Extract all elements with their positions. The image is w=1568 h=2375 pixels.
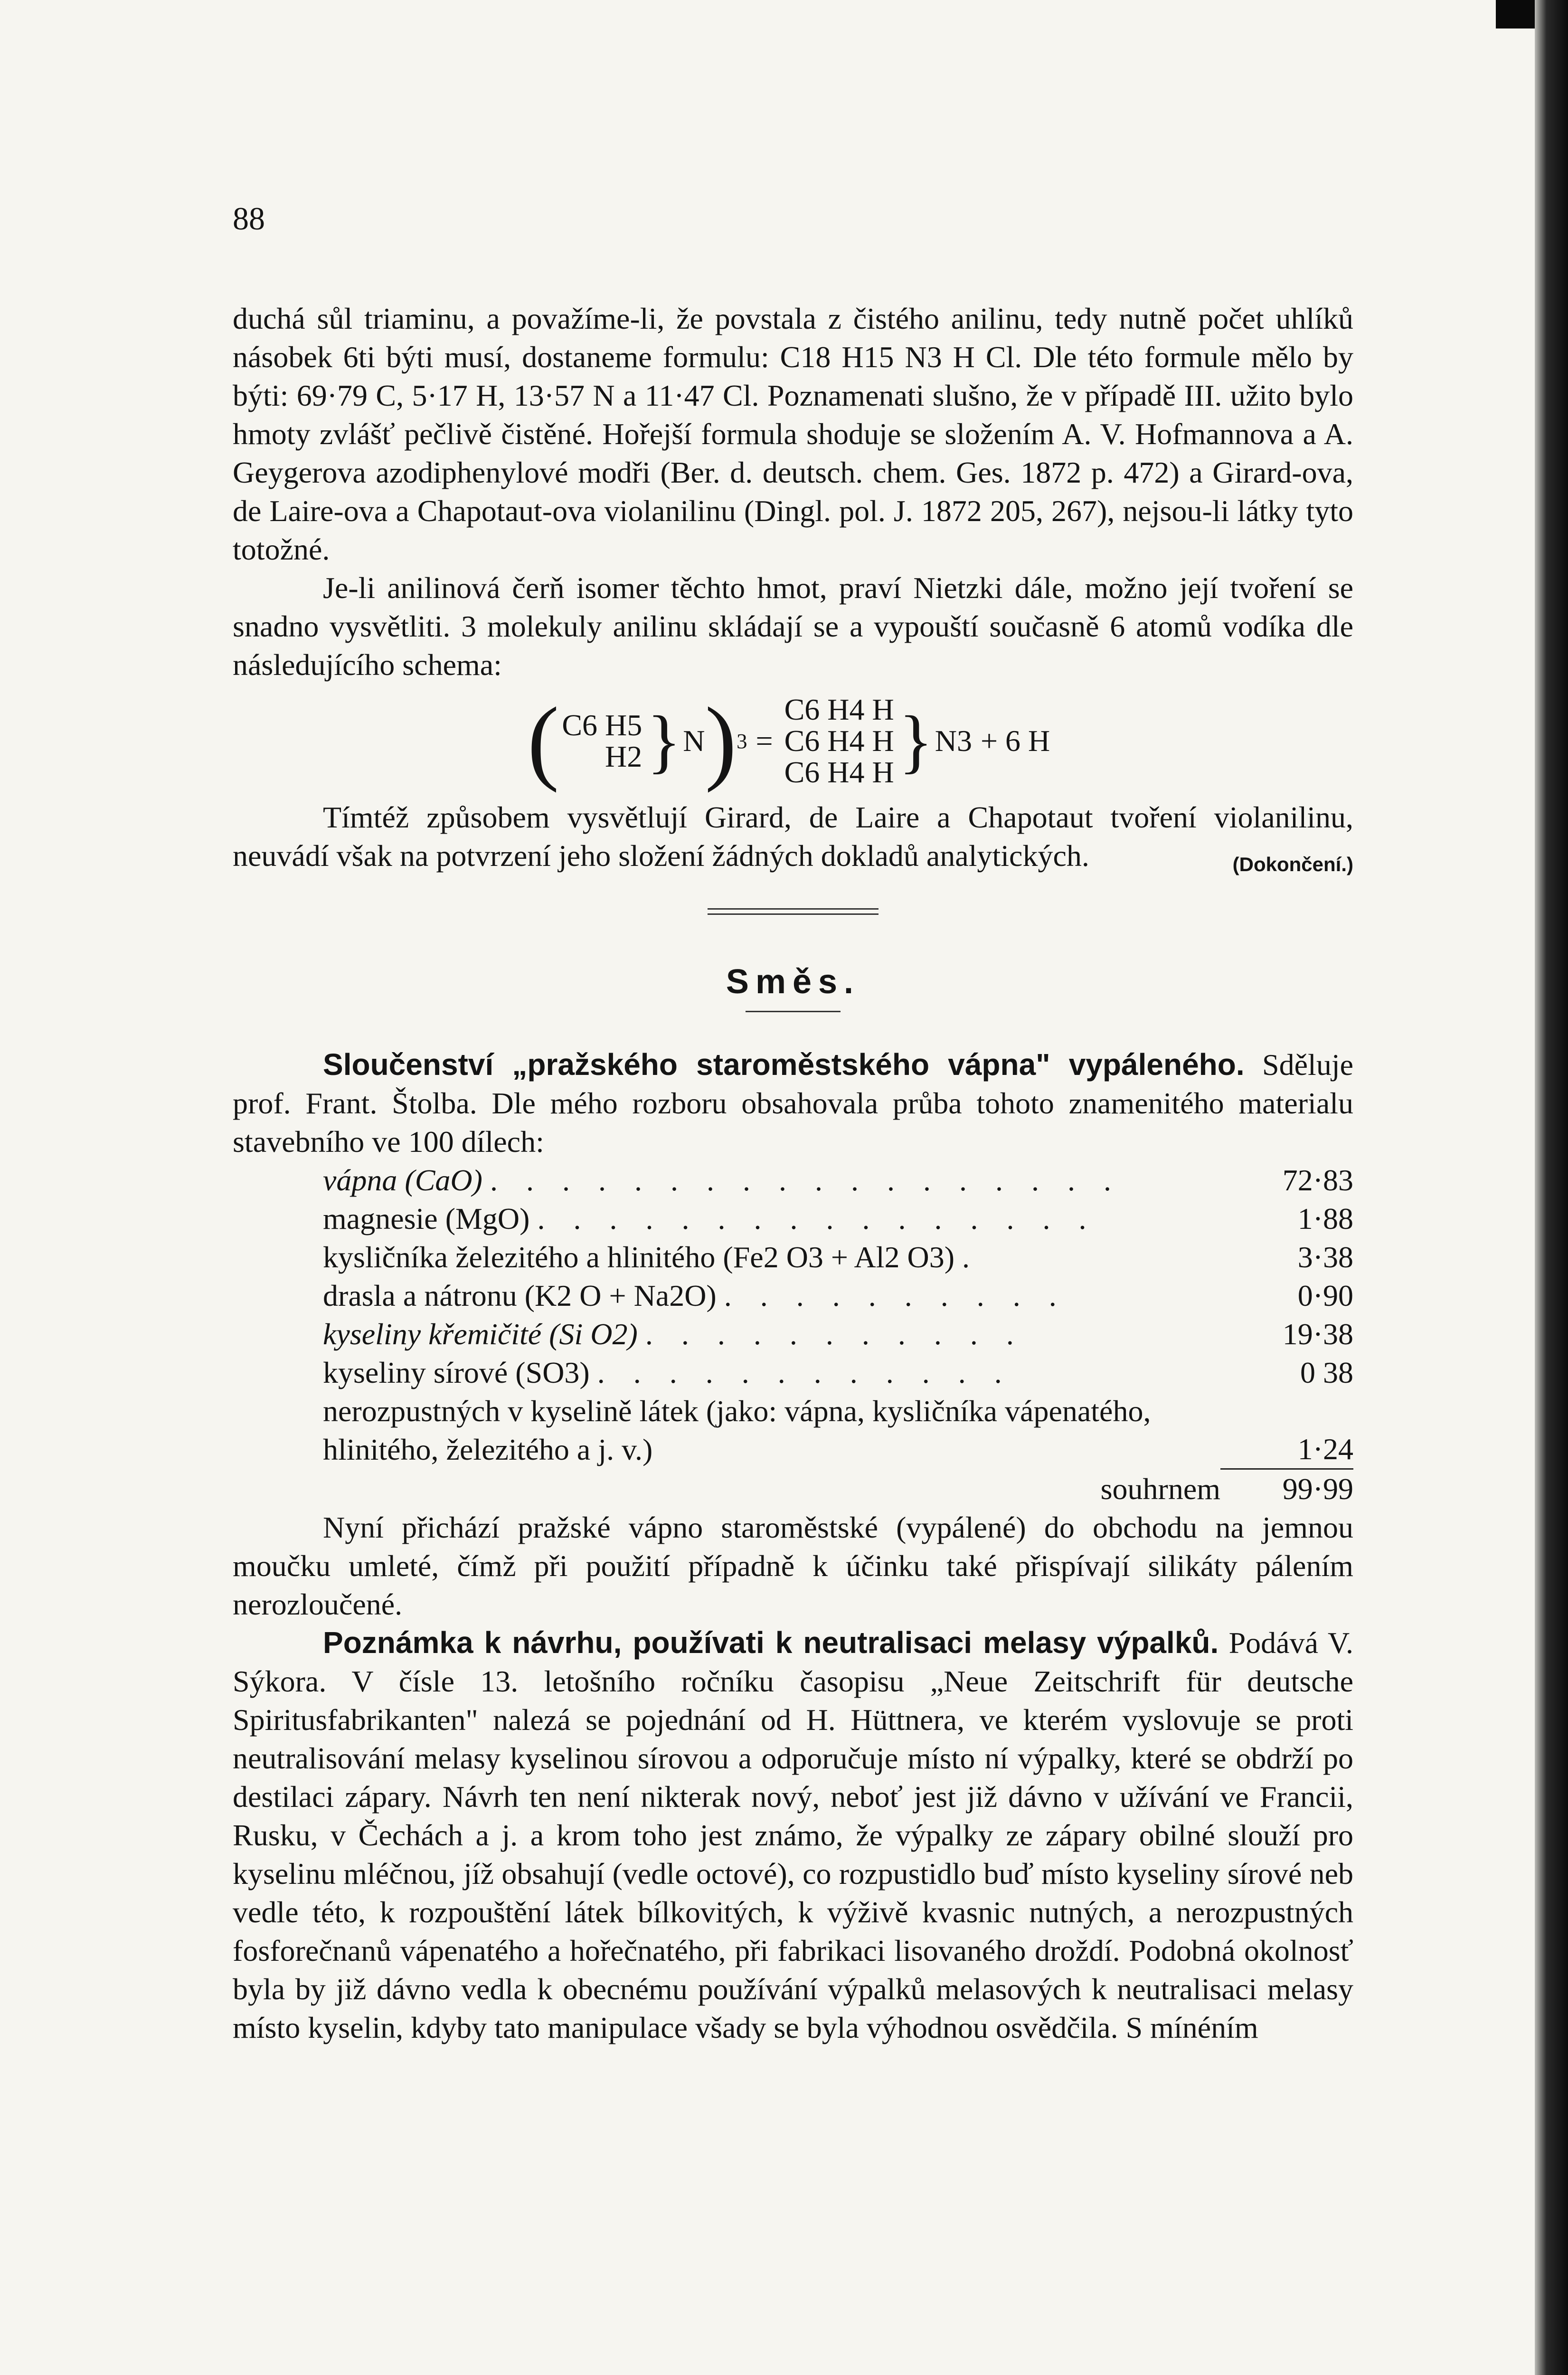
table-row: drasla a nátronu (K2 O + Na2O) . . . . . . . . . . 0·90	[323, 1276, 1353, 1315]
table-sum-row	[323, 1469, 1353, 1508]
eq-rhs-line: C6 H4 H	[784, 724, 894, 758]
eq-lhs-top: C6 H5	[562, 708, 642, 742]
row-value: 0·90	[1297, 1279, 1353, 1312]
table-row	[323, 1392, 1353, 1469]
eq-equals: =	[756, 724, 773, 758]
page	[233, 200, 1353, 2047]
section-title: Směs.	[726, 963, 860, 1001]
paragraph-girard-text: Tímtéž způsobem vysvětlují Girard, de Laire a Chapotaut tvoření violanilinu, neuvádí však na potvrzení jeho složení žádných dokladů analytických.	[233, 800, 1353, 873]
scan-edge-right	[1535, 0, 1568, 2375]
section-divider	[708, 908, 878, 915]
paragraph-triamin: duchá sůl triaminu, a považíme-li, že povstala z čistého anilinu, tedy nutně počet uhlíků násobek 6ti býti musí, dostaneme formulu: C18 H15 N3 H Cl. Dle této formule mělo by býti: 69·79 C, 5·17 H, 13·57 N a 11·47 Cl. Poznamenati slušno, že v případě III. užito bylo hmoty zvlášť pečlivě čistěné. Hořejší formula shoduje se složením A. V. Hofmannova a A. Geygerova azodiphenylové modři (Ber. d. deutsch. chem. Ges. 1872 p. 472) a Girard-ova, de Laire-ova a Chapotaut-ova violanilinu (Dingl. pol. J. 1872 205, 267), nejsou-li látky tyto totožné.	[233, 302, 1353, 566]
table-row: kysličníka železitého a hlinitého (Fe2 O3 + Al2 O3) . 3·38	[323, 1238, 1353, 1276]
title-underline	[746, 1011, 841, 1012]
article-vypalky-title: Poznámka k návrhu, používati k neutralisaci melasy výpalků.	[323, 1625, 1219, 1660]
row-label: magnesie (MgO)	[323, 1202, 530, 1235]
eq-lhs-bottom: H2	[605, 740, 642, 773]
row-value: 72·83	[1282, 1163, 1353, 1197]
table-row: magnesie (MgO) . . . . . . . . . . . . . . . . 1·88	[323, 1199, 1353, 1238]
row-value: 0 38	[1300, 1356, 1353, 1389]
eq-rhs-line: C6 H4 H	[784, 755, 894, 789]
article-vapno-intro: Sděluje prof. Frant. Štolba. Dle mého rozboru obsahovala průba tohoto znamenitého materialu stavebního ve 100 dílech:	[233, 1048, 1353, 1159]
row-value: 19·38	[1282, 1317, 1353, 1351]
composition-table	[323, 1161, 1353, 1508]
table-row: kyseliny sírové (SO3) . . . . . . . . . . . . 0 38	[323, 1353, 1353, 1392]
chemical-equation: ( C6 H5 H2 } N ) 3 = C6 H4 H C6 H4 H C6 H4 H } N3 + 6 H	[527, 688, 1050, 793]
eq-rhs-n: N3	[935, 724, 972, 758]
dokonceni-label: (Dokončení.)	[1232, 853, 1353, 875]
row-label: kysličníka železitého a hlinitého (Fe2 O3 + Al2 O3)	[323, 1240, 954, 1274]
row-value: 3·38	[1297, 1240, 1353, 1274]
table-row: kyseliny křemičité (Si O2) . . . . . . . . . . . 19·38	[323, 1315, 1353, 1353]
article-vapno-title: Sloučenství „pražského staroměstského vápna" vypáleného.	[323, 1047, 1245, 1082]
page-number: 88	[233, 200, 265, 237]
row-label: drasla a nátronu (K2 O + Na2O)	[323, 1279, 717, 1312]
table-row: vápna (CaO) . . . . . . . . . . . . . . . . . . 72·83	[323, 1161, 1353, 1199]
eq-rhs-line: C6 H4 H	[784, 693, 894, 726]
sum-value: 99·99	[1220, 1469, 1353, 1508]
eq-plus: + 6 H	[980, 724, 1050, 758]
row-value: 1·88	[1297, 1202, 1353, 1235]
article-vypalky-body: Podává V. Sýkora. V čísle 13. letošního ročníku časopisu „Neue Zeitschrift für deutsche Spiritusfabrikanten" nalezá se pojednání od H. Hüttnera, ve kterém vyslovuje se proti neutralisování melasy kyselinou sírovou a odporučuje místo ní výpalky, které se obdrží po destilaci zápary. Návrh ten není nikterak nový, neboť jest již dávno v užívání ve Francii, Rusku, v Čechách a j. a krom toho jest známo, že výpalky ze zápary obilné slouží pro kyselinu mléčnou, jíž obsahují (vedle octové), co rozpustidlo buď místo kyseliny sírové neb vedle této, k rozpouštění látek bílkovitých, k výživě kvasnic nutných, a nerozpustných fosforečnanů vápenatého a hořečnatého, při fabrikaci lisovaného droždí. Podobná okolnosť byla by již dávno vedla k obecnému používání výpalků melasových k neutralisaci melasy místo kyselin, kdyby tato manipulace všady se byla výhodnou osvědčila. S mínéním	[233, 1625, 1354, 2044]
sum-label: souhrnem	[1100, 1472, 1220, 1506]
row-label: kyseliny sírové (SO3)	[323, 1356, 590, 1389]
eq-lhs-n: N	[683, 724, 705, 758]
paragraph-anilin-cern: Je-li anilinová čerň isomer těchto hmot, praví Nietzki dále, možno její tvoření se snadno vysvětliti. 3 molekuly anilinu skládají se a vypouští současně 6 atomů vodíka dle následujícího schema:	[233, 571, 1353, 682]
row-label: nerozpustných v kyselině látek (jako: vápna, kysličníka vápenatého, hlinitého, železitého a j. v.)	[323, 1394, 1151, 1466]
paragraph-vapno-prodej: Nyní přichází pražské vápno staroměstské (vypálené) do obchodu na jemnou moučku umleté, čímž při použití případně k účinku také přispívají silikáty pálením nerozloučené.	[233, 1510, 1353, 1621]
article-vypalky	[233, 1624, 1353, 2047]
row-value: 1·24	[1297, 1432, 1353, 1466]
paragraph-girard	[233, 798, 1353, 875]
row-label: kyseliny křemičité (Si O2)	[323, 1317, 638, 1351]
article-vapno	[233, 1045, 1353, 1161]
row-label: vápna (CaO)	[323, 1163, 482, 1197]
